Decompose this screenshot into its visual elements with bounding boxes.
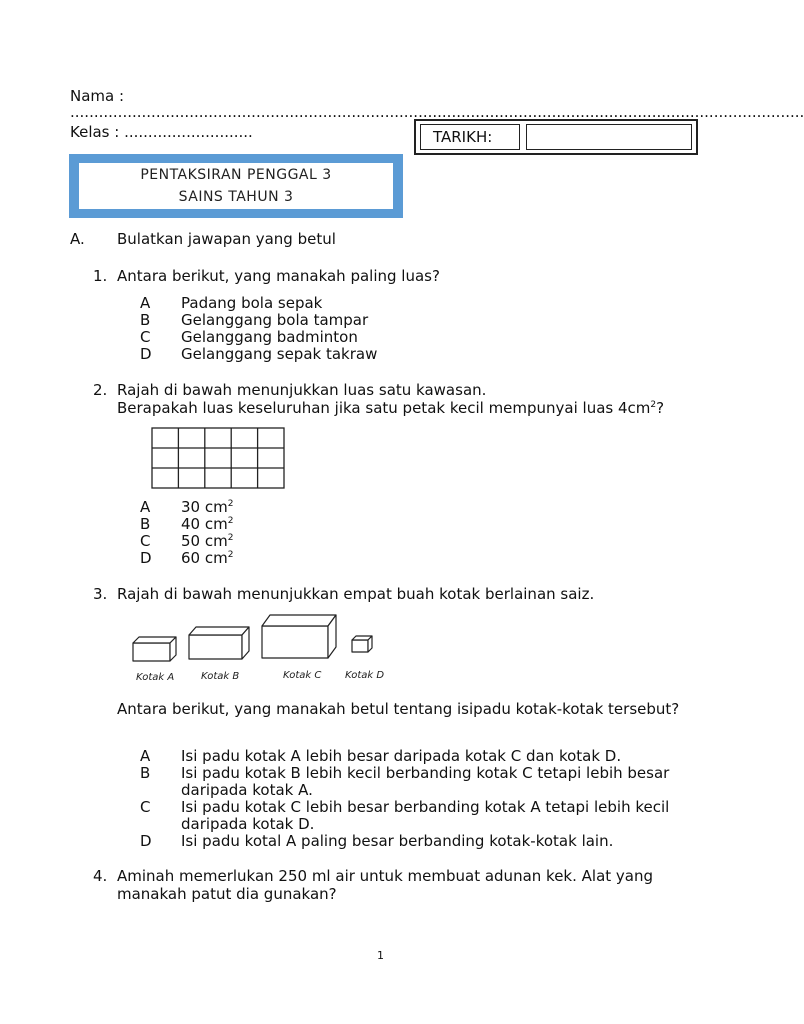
box-label-a: Kotak A bbox=[136, 672, 175, 683]
tarikh-label: TARIKH: bbox=[433, 128, 493, 146]
section-letter: A. bbox=[70, 230, 85, 248]
q2-option-d[interactable]: D 60 $cm^2$ bbox=[140, 549, 234, 567]
kelas-label: Kelas : ........................... bbox=[70, 123, 253, 141]
title-banner bbox=[69, 154, 403, 218]
box-d-icon bbox=[352, 636, 372, 652]
q1-option-d[interactable]: D Gelanggang sepak takraw bbox=[140, 345, 378, 363]
grid-border bbox=[152, 428, 284, 488]
q2-line-2: Berapakah luas keseluruhan jika satu petak kecil mempunyai luas $4cm^2$? bbox=[117, 399, 665, 417]
q3-option-d[interactable]: D Isi padu kotal A paling besar berbanding kotak-kotak lain. bbox=[140, 832, 614, 850]
q3-options bbox=[140, 748, 669, 850]
q2-options bbox=[140, 499, 233, 567]
q3-text: Rajah di bawah menunjukkan empat buah kotak berlainan saiz. bbox=[117, 585, 595, 603]
q1-options bbox=[140, 295, 377, 363]
q1-number: 1. bbox=[93, 267, 108, 285]
page-number: 1 bbox=[377, 949, 384, 962]
box-label-d: Kotak D bbox=[345, 670, 385, 681]
q4-number: 4. bbox=[93, 867, 108, 885]
q2-option-a[interactable]: A 30 $cm^2$ bbox=[140, 498, 234, 516]
nama-dotted-line: .......................................................................................................................................................... bbox=[70, 103, 804, 121]
q2-option-c[interactable]: C 50 $cm^2$ bbox=[140, 532, 234, 550]
q3-number: 3. bbox=[93, 585, 108, 603]
q3-option-c[interactable]: C Isi padu kotak C lebih besar berbanding kotak A tetapi lebih kecil daripada kotak D. bbox=[140, 798, 670, 833]
q2-option-b[interactable]: B 40 $cm^2$ bbox=[140, 515, 234, 533]
q2-number: 2. bbox=[93, 381, 108, 399]
boxes-illustration bbox=[128, 610, 388, 670]
q4-line-1: Aminah memerlukan 250 ml air untuk membuat adunan kek. Alat yang bbox=[117, 867, 654, 885]
q1-option-b[interactable]: B Gelanggang bola tampar bbox=[140, 311, 369, 329]
q3-option-a[interactable]: A Isi padu kotak A lebih besar daripada kotak C dan kotak D. bbox=[140, 747, 622, 765]
q1-option-c[interactable]: C Gelanggang badminton bbox=[140, 328, 358, 346]
q3-question: Antara berikut, yang manakah betul tentang isipadu kotak-kotak tersebut? bbox=[117, 700, 680, 718]
box-label-c: Kotak C bbox=[283, 670, 322, 681]
box-c-icon bbox=[262, 615, 336, 658]
q2-line-1: Rajah di bawah menunjukkan luas satu kawasan. bbox=[117, 381, 487, 399]
tarikh-value-cell bbox=[526, 124, 692, 150]
nama-label: Nama : bbox=[70, 87, 125, 105]
title-banner-inner bbox=[79, 163, 393, 209]
area-grid bbox=[150, 426, 288, 490]
q3-option-b[interactable]: B Isi padu kotak B lebih kecil berbanding kotak C tetapi lebih besar daripada kotak A. bbox=[140, 764, 670, 799]
title-line-1: PENTAKSIRAN PENGGAL 3 bbox=[140, 167, 332, 183]
tarikh-box bbox=[414, 119, 698, 155]
title-line-2: SAINS TAHUN 3 bbox=[178, 189, 294, 205]
box-label-b: Kotak B bbox=[201, 671, 240, 682]
box-b-icon bbox=[189, 627, 249, 659]
q4-line-2: manakah patut dia gunakan? bbox=[117, 885, 337, 903]
tarikh-label-cell bbox=[420, 124, 520, 150]
q1-text: Antara berikut, yang manakah paling luas? bbox=[117, 267, 440, 285]
q1-option-a[interactable]: A Padang bola sepak bbox=[140, 294, 323, 312]
section-instruction: Bulatkan jawapan yang betul bbox=[117, 230, 336, 248]
box-a-icon bbox=[133, 637, 176, 661]
